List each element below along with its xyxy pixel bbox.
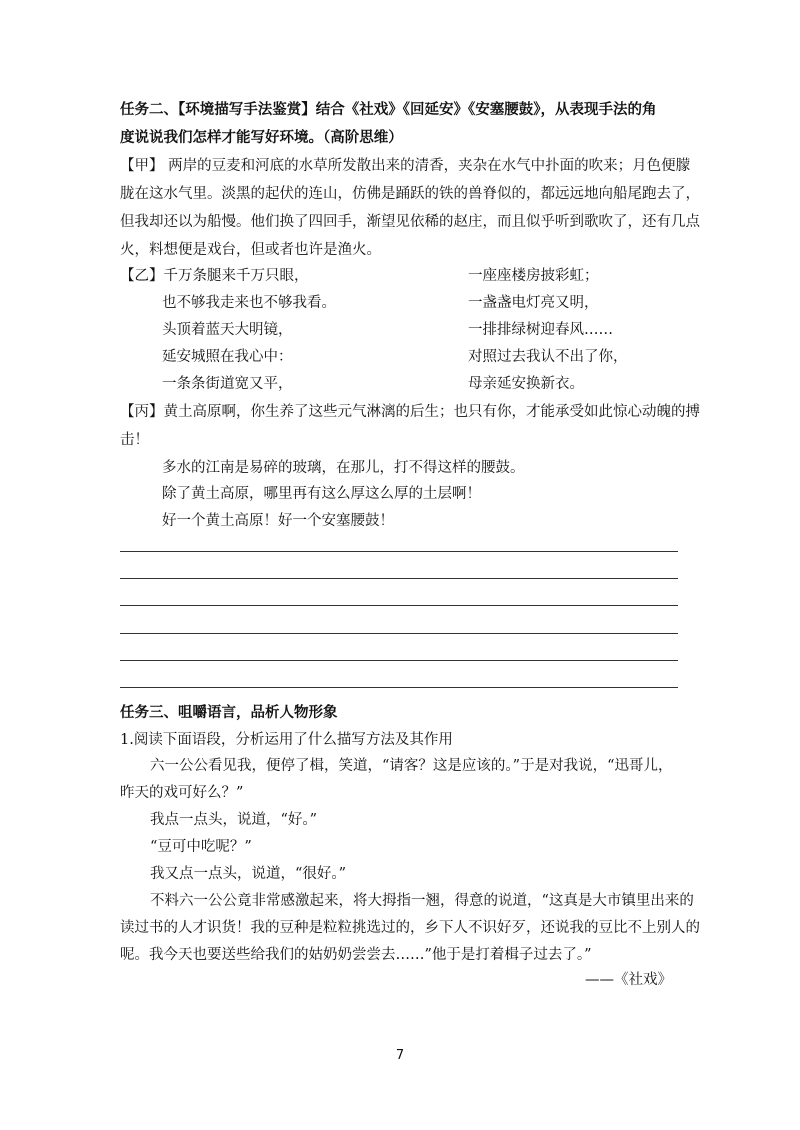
bing-line: 好一个黄土高原！好一个安塞腰鼓！: [162, 513, 394, 529]
passage-line: 呢。我今天也要送些给我们的姑奶奶尝尝去……”他于是打着楫子过去了。”: [120, 947, 592, 963]
passage-source: ——《社戏》: [585, 972, 672, 988]
passage-line: 六一公公看见我，便停了楫，笑道，“请客？这是应该的。”于是对我说，“迅哥儿，: [150, 758, 673, 774]
yi-right-line: 母亲延安换新衣。: [468, 376, 584, 392]
answer-line[interactable]: [120, 687, 678, 688]
answer-line[interactable]: [120, 660, 678, 661]
yi-left-line: 【乙】千万条腿来千万只眼，: [120, 268, 309, 284]
passage-line: 读过书的人才识货！我的豆种是粒粒挑选过的，乡下人不识好歹，还说我的豆比不上别人的: [120, 920, 700, 936]
bing-line: 击！: [120, 432, 149, 448]
passage-line: “豆可中吃呢？”: [150, 839, 252, 855]
page-number: 7: [395, 1048, 405, 1063]
yi-left-line: 一条条街道宽又平，: [162, 376, 293, 392]
jia-line: 但我却还以为船慢。他们换了四回手，渐望见依稀的赵庄，而且似乎听到歌吹了，还有几点: [120, 214, 700, 230]
passage-line: 我又点一点头，说道，“很好。”: [150, 866, 347, 882]
yi-right-line: 一排排绿树迎春风……: [468, 322, 613, 338]
yi-right-line: 一座座楼房披彩虹；: [468, 268, 599, 284]
yi-left-line: 也不够我走来也不够我看。: [162, 295, 336, 311]
answer-line[interactable]: [120, 578, 678, 579]
yi-right-line: 对照过去我认不出了你，: [468, 349, 628, 365]
answer-line[interactable]: [120, 551, 678, 552]
passage-line: 不料六一公公竟非常感激起来，将大拇指一翘，得意的说道，“这真是大市镇里出来的: [150, 893, 694, 909]
yi-left-line: 延安城照在我心中：: [162, 349, 293, 365]
task2-heading-line2: 度说说我们怎样才能写好环境。（高阶思维）: [120, 130, 403, 146]
jia-line: 火，料想便是戏台，但或者也许是渔火。: [120, 242, 381, 258]
passage-line: 我点一点头，说道，“好。”: [150, 812, 318, 828]
task2-heading-line1: 任务二、【环境描写手法鉴赏】结合《社戏》《回延安》《安塞腰鼓》，从表现手法的角: [120, 102, 657, 118]
jia-line: 胧在这水气里。淡黑的起伏的连山，仿佛是踊跃的铁的兽脊似的，都远远地向船尾跑去了，: [120, 186, 700, 202]
answer-line[interactable]: [120, 633, 678, 634]
yi-left-line: 头顶着蓝天大明镜，: [162, 322, 293, 338]
answer-line[interactable]: [120, 605, 678, 606]
jia-line: 【甲】 两岸的豆麦和河底的水草所发散出来的清香，夹杂在水气中扑面的吹来；月色便朦: [120, 158, 691, 174]
bing-line: 多水的江南是易碎的玻璃，在那儿，打不得这样的腰鼓。: [162, 460, 525, 476]
question-1: 1.阅读下面语段，分析运用了什么描写方法及其作用: [120, 732, 453, 748]
passage-line: 昨天的戏可好么？”: [120, 785, 244, 801]
yi-right-line: 一盏盏电灯亮又明，: [468, 295, 599, 311]
bing-line: 【丙】黄土高原啊，你生养了这些元气淋漓的后生；也只有你，才能承受如此惊心动魄的搏: [120, 404, 700, 420]
bing-line: 除了黄土高原，哪里再有这么厚这么厚的土层啊！: [162, 486, 481, 502]
task3-heading: 任务三、咀嚼语言，品析人物形象: [120, 705, 338, 721]
